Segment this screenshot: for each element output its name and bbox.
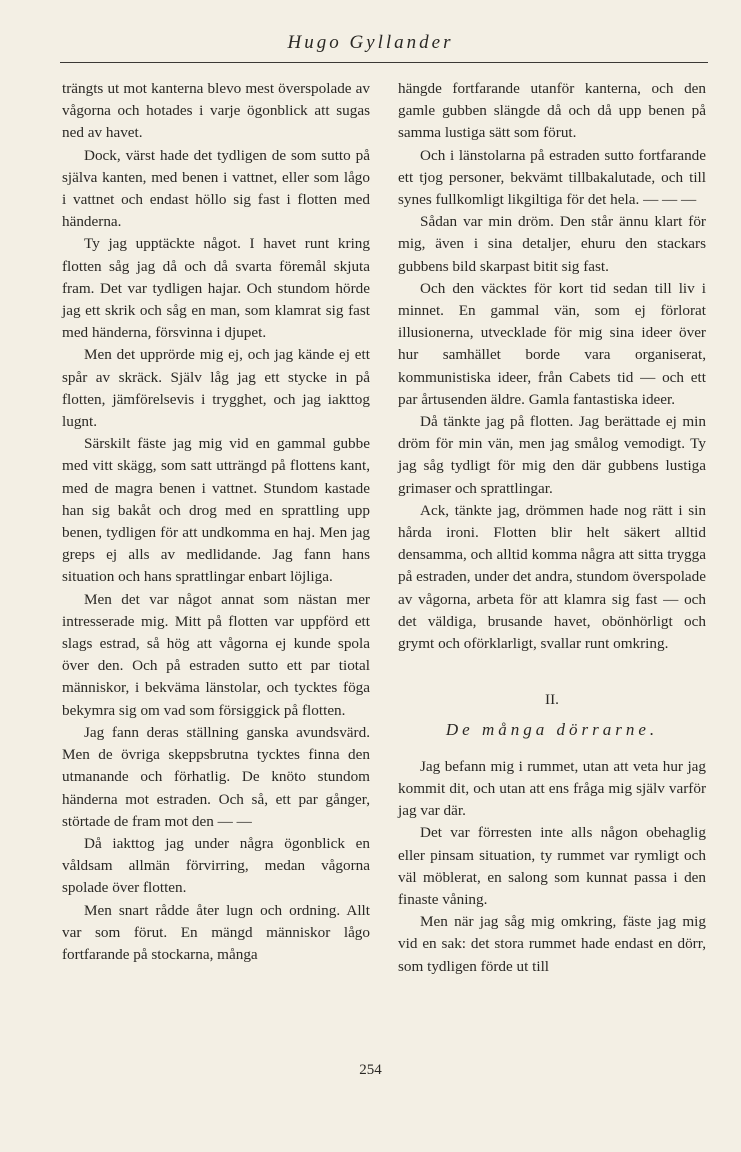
paragraph: Särskilt fäste jag mig vid en gammal gubbe med vitt skägg, som satt utträngd på flottens kant, med de magra benen i vattnet. Stundom kastade han sig bakåt och drog med en sprattling upp benen, tydligen för att undkomma en haj. Men jag greps ej alls av medlidande. Jag fann hans situation och hans sprattlingar enbart löjliga. (62, 435, 370, 586)
paragraph: Det var förresten inte alls någon obehaglig eller pinsam situation, ty rummet var rymligt och väl möblerat, en salong som kunnat passa i den finaste våning. (398, 824, 706, 908)
paragraph: Men det var något annat som nästan mer intresserade mig. Mitt på flotten var uppförd ett slags estrad, så hög att vågorna ej kunde spola över den. Och på estraden sutto ett par tiotal människor, i bekväma länstolar, och tycktes föga bekymra sig om vad som försiggick på flotten. (62, 590, 370, 719)
paragraph: hängde fortfarande utanför kanterna, och den gamle gubben slängde då och då upp benen på samma lustiga sätt som förut. (398, 80, 706, 142)
section-title: De många dörrarne. (445, 720, 659, 740)
left-column (62, 78, 370, 966)
paragraph: Men när jag såg mig omkring, fäste jag mig vid en sak: det stora rummet hade endast en dörr, som tydligen förde ut till (398, 913, 706, 975)
section-number: II. (545, 691, 559, 709)
paragraph: Och i länstolarna på estraden sutto fortfarande ett tjog personer, bekvämt tillbakalutade, och till synes fullkomligt likgiltiga för det hela. — — — (398, 146, 706, 209)
paragraph: Ty jag upptäckte något. I havet runt kring flotten såg jag då och då svarta föremål skjuta fram. Det var tydligen hajar. Och stundom hörde jag ett skrik och såg en man, som klamrat sig fast med händerna, försvinna i djupet. (62, 235, 370, 342)
paragraph: Jag befann mig i rummet, utan att veta hur jag kommit dit, och utan att ens fråga mig själv varför jag var där. (398, 757, 706, 820)
paragraph: trängts ut mot kanterna blevo mest överspolade av vågorna och hotades i varje ögonblick att sugas ned av havet. (62, 80, 370, 142)
right-column (398, 78, 706, 978)
header-rule (60, 62, 708, 63)
paragraph: Jag fann deras ställning ganska avundsvärd. Men de övriga skeppsbrutna tycktes finna den utmanande och förhatlig. De knöto stundom händerna mot estraden. Och så, ett par gånger, störtade de fram mot den — — (62, 723, 370, 830)
paragraph: Då iakttog jag under några ögonblick en våldsam allmän förvirring, medan vågorna spolade över flotten. (62, 834, 370, 897)
paragraph: Dock, värst hade det tydligen de som sutto på själva kanten, med benen i vattnet, eller som lågo i vattnet och endast höllo sig fast i flotten med händerna. (62, 146, 370, 231)
page-number: 254 (359, 1062, 382, 1078)
paragraph: Då tänkte jag på flotten. Jag berättade ej min dröm för min vän, men jag smålog vemodigt. Ty jag såg tydligt för mig den där gubbens lustiga grimaser och sprattlingar. (398, 413, 706, 497)
paragraph: Men det upprörde mig ej, och jag kände ej ett spår av skräck. Själv låg jag ett stycke in på flotten, jämförelsevis i trygghet, och jag iakttog lugnt. (62, 346, 370, 431)
running-header: Hugo Gyllander (287, 32, 454, 53)
paragraph: Sådan var min dröm. Den står ännu klart för mig, även i sina detaljer, ehuru den stackars gubbens bild skarpast bitit sig fast. (398, 213, 706, 275)
paragraph: Ack, tänkte jag, drömmen hade nog rätt i sin hårda ironi. Flotten blir helt säkert alltid densamma, och alltid komma några att sitta trygga på estraden, under det andra, stundom överspolade av vågorna, arbeta för att klamra sig fast — och det väldiga, brusande havet, obönhörligt och grymt och oförklarligt, svallar runt omkring. (398, 501, 706, 653)
paragraph: Och den väcktes för kort tid sedan till liv i minnet. En gammal vän, som ej förlorat illusionerna, utvecklade för mig sina ideer över hur samhället borde vara organiserat, kommunistiska ideer, från Cabets tid — och ett par årtusenden äldre. Gamla fantastiska ideer. (398, 279, 706, 408)
paragraph: Men snart rådde åter lugn och ordning. Allt var som förut. En mängd människor lågo fortfarande på stockarna, många (62, 901, 370, 963)
